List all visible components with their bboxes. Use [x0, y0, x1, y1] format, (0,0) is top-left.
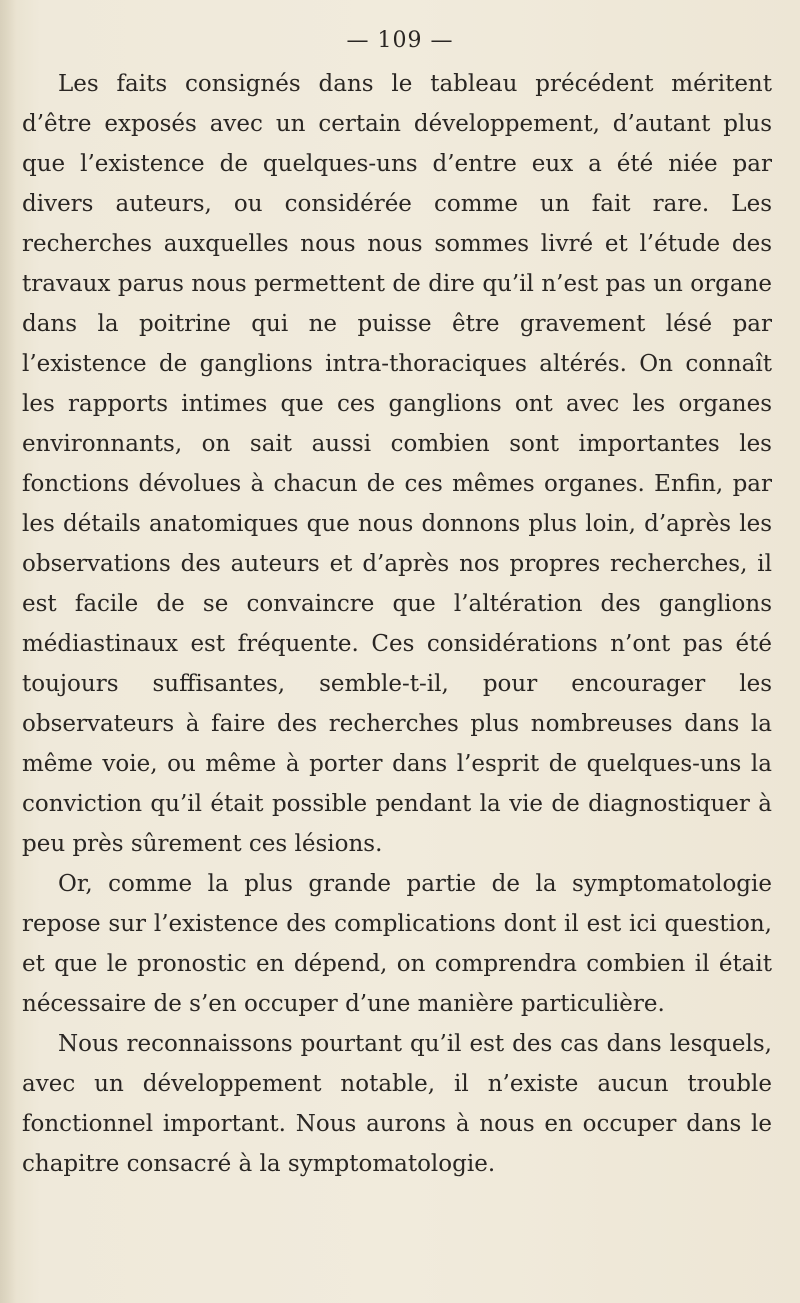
paragraph-3: Nous reconnaissons pourtant qu’il est des cas dans lesquels, avec un développement notable, il n’existe aucun trouble fonctionnel important. Nous aurons à nous en occuper dans le chapitre consacré à la symptomatologie. [22, 1031, 772, 1177]
page-number: — 109 — [346, 28, 454, 53]
paragraph-2: Or, comme la plus grande partie de la symptomatologie repose sur l’existence des complications dont il est ici question, et que le pronostic en dépend, on comprendra combien il était nécessaire de s’en occuper d’une manière particulière. [22, 871, 772, 1017]
paragraph-1: Les faits consignés dans le tableau précédent méritent d’être exposés avec un certain développement, d’autant plus que l’existence de quelques-uns d’entre eux a été niée par divers auteurs, ou considérée comme un fait rare. Les recherches auxquelles nous nous sommes livré et l’étude des travaux parus nous permettent de dire qu’il n’est pas un organe dans la poitrine qui ne puisse être gravement lésé par l’existence de ganglions intra-thoraciques altérés. On connaît les rapports intimes que ces ganglions ont avec les organes environnants, on sait aussi combien sont importantes les fonctions dévolues à chacun de ces mêmes organes. Enfin, par les détails anatomiques que nous donnons plus loin, d’après les observations des auteurs et d’après nos propres recherches, il est facile de se convaincre que l’altération des ganglions médiastinaux est fréquente. Ces considérations n’ont pas été toujours suffisantes, semble-t-il, pour encourager les observateurs à faire des recherches plus nombreuses dans la même voie, ou même à porter dans l’esprit de quelques-uns la conviction qu’il était possible pendant la vie de diagnostiquer à peu près sûrement ces lésions. [22, 71, 772, 857]
body-text [22, 64, 772, 1184]
